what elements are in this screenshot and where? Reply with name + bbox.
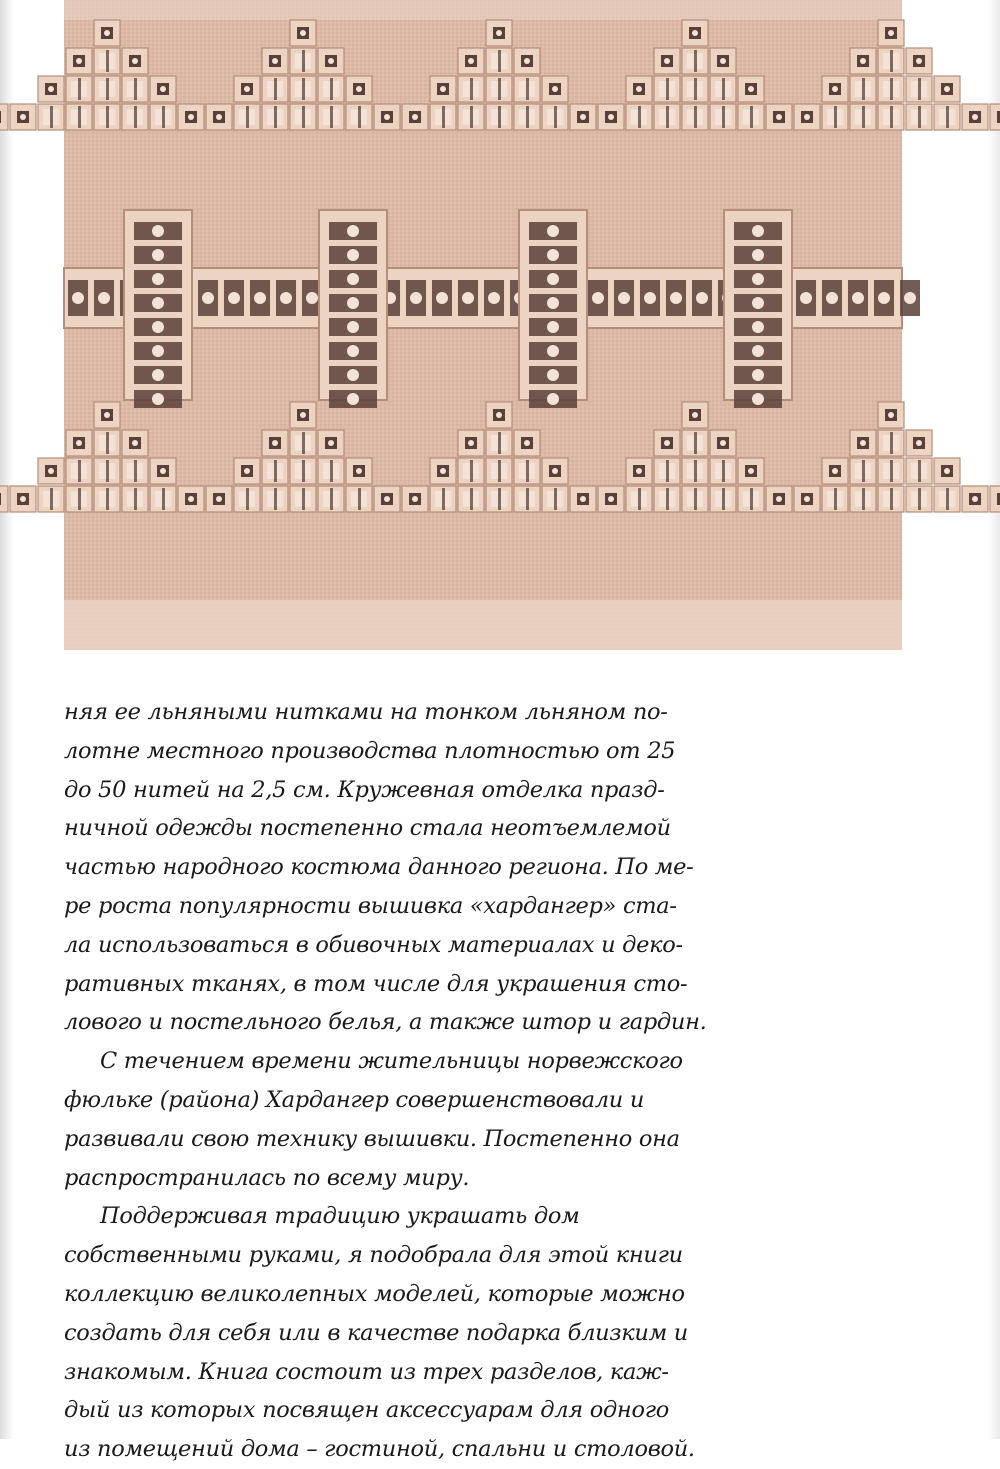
top-chain-woven-bar [918, 106, 921, 128]
text-line: распространилась по всему миру. [64, 1164, 470, 1191]
bottom-chain-woven-bar [666, 460, 669, 482]
bottom-chain-eyelet-hole [580, 496, 586, 502]
cross-band-motif [618, 292, 630, 304]
top-chain-woven-bar [918, 78, 921, 100]
top-chain-woven-bar [302, 50, 305, 72]
top-chain-woven-bar [498, 106, 501, 128]
bottom-chain-woven-bar [302, 488, 305, 510]
top-chain-eyelet-hole [720, 58, 726, 64]
top-chain-woven-bar [890, 106, 893, 128]
cross-arm-motif [152, 345, 164, 357]
text-line: ничной одежды постепенно стала неотъемлемой [64, 815, 671, 842]
top-chain-woven-bar [526, 78, 529, 100]
cross-arm-motif [752, 225, 764, 237]
cross-arm-motif [347, 321, 359, 333]
bottom-chain-woven-bar [526, 460, 529, 482]
cross-arm-motif [752, 249, 764, 261]
top-chain-eyelet-hole [832, 86, 838, 92]
top-chain-woven-bar [106, 78, 109, 100]
top-chain-eyelet-hole [524, 58, 530, 64]
bottom-chain-woven-bar [50, 488, 53, 510]
bottom-chain-eyelet-hole [20, 496, 26, 502]
cross-arm-motif [347, 249, 359, 261]
cross-arm-motif [152, 393, 164, 405]
top-chain-eyelet-hole [888, 30, 894, 36]
bottom-chain-eyelet-hole [692, 412, 698, 418]
top-chain-woven-bar [666, 78, 669, 100]
cross-arm-motif [752, 321, 764, 333]
text-line: знакомым. Книга состоит из трех разделов, каж- [64, 1358, 669, 1385]
top-chain-woven-bar [106, 50, 109, 72]
top-chain-woven-bar [694, 50, 697, 72]
bottom-chain-woven-bar [526, 488, 529, 510]
top-chain-eyelet-hole [804, 114, 810, 120]
bottom-chain-woven-bar [918, 460, 921, 482]
cross-arm-motif [152, 369, 164, 381]
bottom-chain-eyelet-hole [552, 468, 558, 474]
bottom-chain-eyelet-hole [776, 496, 782, 502]
top-chain-eyelet [0, 111, 1, 123]
cross-arm-motif [347, 273, 359, 285]
bottom-chain-eyelet-hole [160, 468, 166, 474]
top-chain-kloster-block [0, 104, 8, 130]
cross-band-motif [852, 292, 864, 304]
top-chain-woven-bar [162, 106, 165, 128]
top-chain-eyelet-hole [468, 58, 474, 64]
cross-arm-motif [547, 297, 559, 309]
bottom-chain-woven-bar [890, 488, 893, 510]
cross-arm-motif [752, 393, 764, 405]
body-text [64, 693, 707, 1469]
top-chain-woven-bar [302, 78, 305, 100]
top-chain-woven-bar [498, 78, 501, 100]
bottom-chain-eyelet-hole [328, 440, 334, 446]
fabric-edge-band [64, 0, 902, 20]
bottom-chain-eyelet-hole [496, 412, 502, 418]
bottom-chain-woven-bar [666, 488, 669, 510]
top-chain-eyelet-hole [664, 58, 670, 64]
top-chain-eyelet-hole [216, 114, 222, 120]
bottom-chain-eyelet-hole [272, 440, 278, 446]
bottom-chain-woven-bar [890, 460, 893, 482]
bottom-chain-woven-bar [358, 488, 361, 510]
top-chain-eyelet-hole [132, 58, 138, 64]
cross-band-motif [878, 292, 890, 304]
cross-band-motif [306, 292, 318, 304]
text-line: няя ее льняными нитками на тонком льняном по- [64, 699, 668, 725]
bottom-chain-eyelet [0, 493, 1, 505]
top-chain-woven-bar [890, 50, 893, 72]
top-chain-woven-bar [722, 78, 725, 100]
top-chain-woven-bar [526, 106, 529, 128]
text-line: ре роста популярности вышивка «хардангер» ста- [64, 892, 677, 919]
bottom-chain-woven-bar [78, 488, 81, 510]
text-line: коллекцию великолепных моделей, которые можно [64, 1280, 685, 1307]
bottom-chain-eyelet-hole [832, 468, 838, 474]
top-chain-eyelet-hole [300, 30, 306, 36]
cross-arm-motif [152, 273, 164, 285]
bottom-chain-eyelet-hole [636, 468, 642, 474]
top-chain-eyelet-hole [916, 58, 922, 64]
bottom-chain-eyelet-hole [524, 440, 530, 446]
embroidery-photo [64, 0, 902, 650]
cross-band-motif [696, 292, 708, 304]
top-chain-eyelet-hole [272, 58, 278, 64]
bottom-chain-woven-bar [498, 460, 501, 482]
top-chain-eyelet-hole [440, 86, 446, 92]
top-chain-eyelet-hole [160, 86, 166, 92]
top-chain-woven-bar [274, 106, 277, 128]
page-binding-shadow [0, 0, 14, 1439]
cross-arm-motif [547, 369, 559, 381]
cross-band-motif [72, 292, 84, 304]
bottom-chain-woven-bar [134, 488, 137, 510]
bottom-chain-eyelet-hole [804, 496, 810, 502]
bottom-chain-eyelet-hole [188, 496, 194, 502]
bottom-chain-eyelet-hole [48, 468, 54, 474]
bottom-chain-eyelet-hole [440, 468, 446, 474]
cross-band-motif [280, 292, 292, 304]
top-chain-eyelet-hole [972, 114, 978, 120]
bottom-chain-woven-bar [106, 460, 109, 482]
bottom-chain-eyelet-hole [468, 440, 474, 446]
bottom-chain-eyelet-hole [972, 496, 978, 502]
paragraph-start-line: С течением времени жительницы норвежского [100, 1048, 683, 1075]
bottom-chain-woven-bar [330, 488, 333, 510]
bottom-chain-eyelet-hole [104, 412, 110, 418]
text-line: из помещений дома – гостиной, спальни и столовой. [64, 1436, 695, 1463]
bottom-chain-woven-bar [246, 488, 249, 510]
top-chain-woven-bar [470, 78, 473, 100]
top-chain-woven-bar [442, 106, 445, 128]
bottom-chain-woven-bar [694, 432, 697, 454]
bottom-chain-woven-bar [946, 488, 949, 510]
cross-band-motif [592, 292, 604, 304]
top-chain-eyelet-hole [104, 30, 110, 36]
bottom-chain-woven-bar [470, 460, 473, 482]
bottom-chain-eyelet-hole [76, 440, 82, 446]
bottom-chain-eyelet-hole [608, 496, 614, 502]
bottom-chain-woven-bar [498, 488, 501, 510]
bottom-chain-woven-bar [890, 432, 893, 454]
top-chain-eyelet-hole [76, 58, 82, 64]
text-line: создать для себя или в качестве подарка близким и [64, 1319, 689, 1346]
bottom-chain-woven-bar [694, 488, 697, 510]
text-line: развивали свою технику вышивки. Постепенно она [64, 1125, 680, 1152]
top-chain-eyelet-hole [412, 114, 418, 120]
cross-arm-motif [347, 345, 359, 357]
top-chain-woven-bar [470, 106, 473, 128]
bottom-chain-eyelet-hole [216, 496, 222, 502]
top-chain-woven-bar [946, 106, 949, 128]
bottom-chain-eyelet-hole [916, 440, 922, 446]
cross-arm-motif [547, 345, 559, 357]
bottom-chain-woven-bar [78, 460, 81, 482]
top-chain-woven-bar [834, 106, 837, 128]
top-chain-eyelet-hole [860, 58, 866, 64]
cross-arm-motif [752, 345, 764, 357]
cross-arm-motif [152, 249, 164, 261]
bottom-chain-woven-bar [302, 460, 305, 482]
bottom-chain-eyelet-hole [300, 412, 306, 418]
cross-band-motif [98, 292, 110, 304]
top-chain-eyelet-hole [552, 86, 558, 92]
cross-band-motif [644, 292, 656, 304]
top-chain-eyelet-hole [356, 86, 362, 92]
hardanger-embroidery-illustration [64, 0, 902, 650]
bottom-chain-eyelet-hole [748, 468, 754, 474]
cross-band-motif [462, 292, 474, 304]
cross-band-motif [800, 292, 812, 304]
top-chain-woven-bar [862, 106, 865, 128]
bottom-chain-woven-bar [498, 432, 501, 454]
top-chain-woven-bar [330, 106, 333, 128]
top-chain-woven-bar [330, 78, 333, 100]
cross-arm-motif [752, 369, 764, 381]
fabric-edge-band [64, 600, 902, 650]
top-chain-woven-bar [666, 106, 669, 128]
top-chain-eyelet-hole [944, 86, 950, 92]
bottom-chain-woven-bar [862, 488, 865, 510]
cross-band-motif [904, 292, 916, 304]
top-chain-eyelet-hole [328, 58, 334, 64]
cross-arm-motif [152, 297, 164, 309]
cross-arm-motif [347, 369, 359, 381]
top-chain-woven-bar [106, 106, 109, 128]
text-line: собственными руками, я подобрала для этой книги [64, 1242, 683, 1269]
top-chain-eyelet-hole [636, 86, 642, 92]
bottom-chain-eyelet-hole [720, 440, 726, 446]
top-chain-woven-bar [50, 106, 53, 128]
bottom-chain-eyelet-hole [888, 412, 894, 418]
bottom-chain-eyelet-hole [412, 496, 418, 502]
text-line: фюльке (района) Хардангер совершенствовали и [64, 1086, 645, 1113]
cross-arm-motif [547, 273, 559, 285]
cross-band-motif [254, 292, 266, 304]
cross-arm-motif [547, 225, 559, 237]
top-chain-woven-bar [694, 78, 697, 100]
top-chain-eyelet-hole [188, 114, 194, 120]
top-chain-woven-bar [78, 78, 81, 100]
cross-arm-motif [752, 273, 764, 285]
bottom-chain-eyelet-hole [356, 468, 362, 474]
cross-arm-motif [347, 225, 359, 237]
cross-band-motif [202, 292, 214, 304]
cross-arm-motif [347, 393, 359, 405]
bottom-chain-eyelet-hole [944, 468, 950, 474]
text-line: ла использоваться в обивочных материалах и деко- [64, 931, 683, 958]
bottom-chain-woven-bar [470, 488, 473, 510]
cross-band-motif [826, 292, 838, 304]
bottom-chain-woven-bar [918, 488, 921, 510]
bottom-chain-woven-bar [554, 488, 557, 510]
bottom-chain-woven-bar [330, 460, 333, 482]
bottom-chain-woven-bar [694, 460, 697, 482]
cross-band-motif [436, 292, 448, 304]
bottom-chain-woven-bar [274, 460, 277, 482]
top-chain-woven-bar [722, 106, 725, 128]
top-chain-woven-bar [134, 78, 137, 100]
top-chain-woven-bar [358, 106, 361, 128]
bottom-chain-woven-bar [442, 488, 445, 510]
bottom-chain-woven-bar [722, 488, 725, 510]
bottom-chain-woven-bar [106, 488, 109, 510]
top-chain-woven-bar [638, 106, 641, 128]
top-chain-eyelet-hole [48, 86, 54, 92]
top-chain-eyelet-hole [580, 114, 586, 120]
top-chain-eyelet-hole [748, 86, 754, 92]
cross-band-motif [488, 292, 500, 304]
bottom-chain-woven-bar [638, 488, 641, 510]
top-chain-woven-bar [78, 106, 81, 128]
top-chain-eyelet-hole [776, 114, 782, 120]
top-chain-woven-bar [274, 78, 277, 100]
top-chain-woven-bar [302, 106, 305, 128]
cross-arm-motif [752, 297, 764, 309]
top-chain-woven-bar [890, 78, 893, 100]
bottom-chain-woven-bar [722, 460, 725, 482]
bottom-chain-eyelet-hole [664, 440, 670, 446]
text-line: дый из которых посвящен аксессуарам для одного [64, 1397, 670, 1424]
cross-band-motif [228, 292, 240, 304]
top-chain-eyelet-hole [244, 86, 250, 92]
top-chain-eyelet-hole [608, 114, 614, 120]
text-line: ративных тканях, в том числе для украшения сто- [64, 970, 688, 997]
cross-arm-motif [547, 393, 559, 405]
bottom-chain-woven-bar [162, 488, 165, 510]
text-line: частью народного костюма данного региона. По ме- [64, 854, 694, 881]
cross-band-motif [670, 292, 682, 304]
bottom-chain-eyelet-hole [132, 440, 138, 446]
bottom-chain-woven-bar [750, 488, 753, 510]
cross-arm-motif [547, 321, 559, 333]
bottom-chain-woven-bar [302, 432, 305, 454]
top-chain-woven-bar [554, 106, 557, 128]
bottom-chain-woven-bar [834, 488, 837, 510]
text-line: до 50 нитей на 2,5 см. Кружевная отделка празд- [64, 776, 665, 803]
bottom-chain-woven-bar [274, 488, 277, 510]
bottom-chain-woven-bar [862, 460, 865, 482]
top-chain-eyelet-hole [692, 30, 698, 36]
bottom-chain-woven-bar [134, 460, 137, 482]
text-line: лотне местного производства плотностью от 25 [64, 737, 676, 764]
top-chain-woven-bar [694, 106, 697, 128]
bottom-chain-eyelet-hole [384, 496, 390, 502]
top-chain-woven-bar [750, 106, 753, 128]
top-chain-eyelet-hole [20, 114, 26, 120]
top-chain-woven-bar [246, 106, 249, 128]
text-line: лового и постельного белья, а также штор и гардин. [64, 1009, 707, 1036]
cross-arm-motif [152, 225, 164, 237]
bottom-chain-eyelet-hole [244, 468, 250, 474]
top-chain-eyelet-hole [496, 30, 502, 36]
top-chain-woven-bar [498, 50, 501, 72]
bottom-chain-kloster-block [0, 486, 8, 512]
top-chain-eyelet-hole [384, 114, 390, 120]
cross-band-motif [410, 292, 422, 304]
bottom-chain-woven-bar [106, 432, 109, 454]
cross-arm-motif [547, 249, 559, 261]
cross-arm-motif [347, 297, 359, 309]
cross-arm-motif [152, 321, 164, 333]
paragraph-start-line: Поддерживая традицию украшать дом [100, 1203, 580, 1230]
bottom-chain-eyelet-hole [860, 440, 866, 446]
page-edge-shadow [988, 0, 1000, 1439]
top-chain-woven-bar [862, 78, 865, 100]
top-chain-woven-bar [134, 106, 137, 128]
